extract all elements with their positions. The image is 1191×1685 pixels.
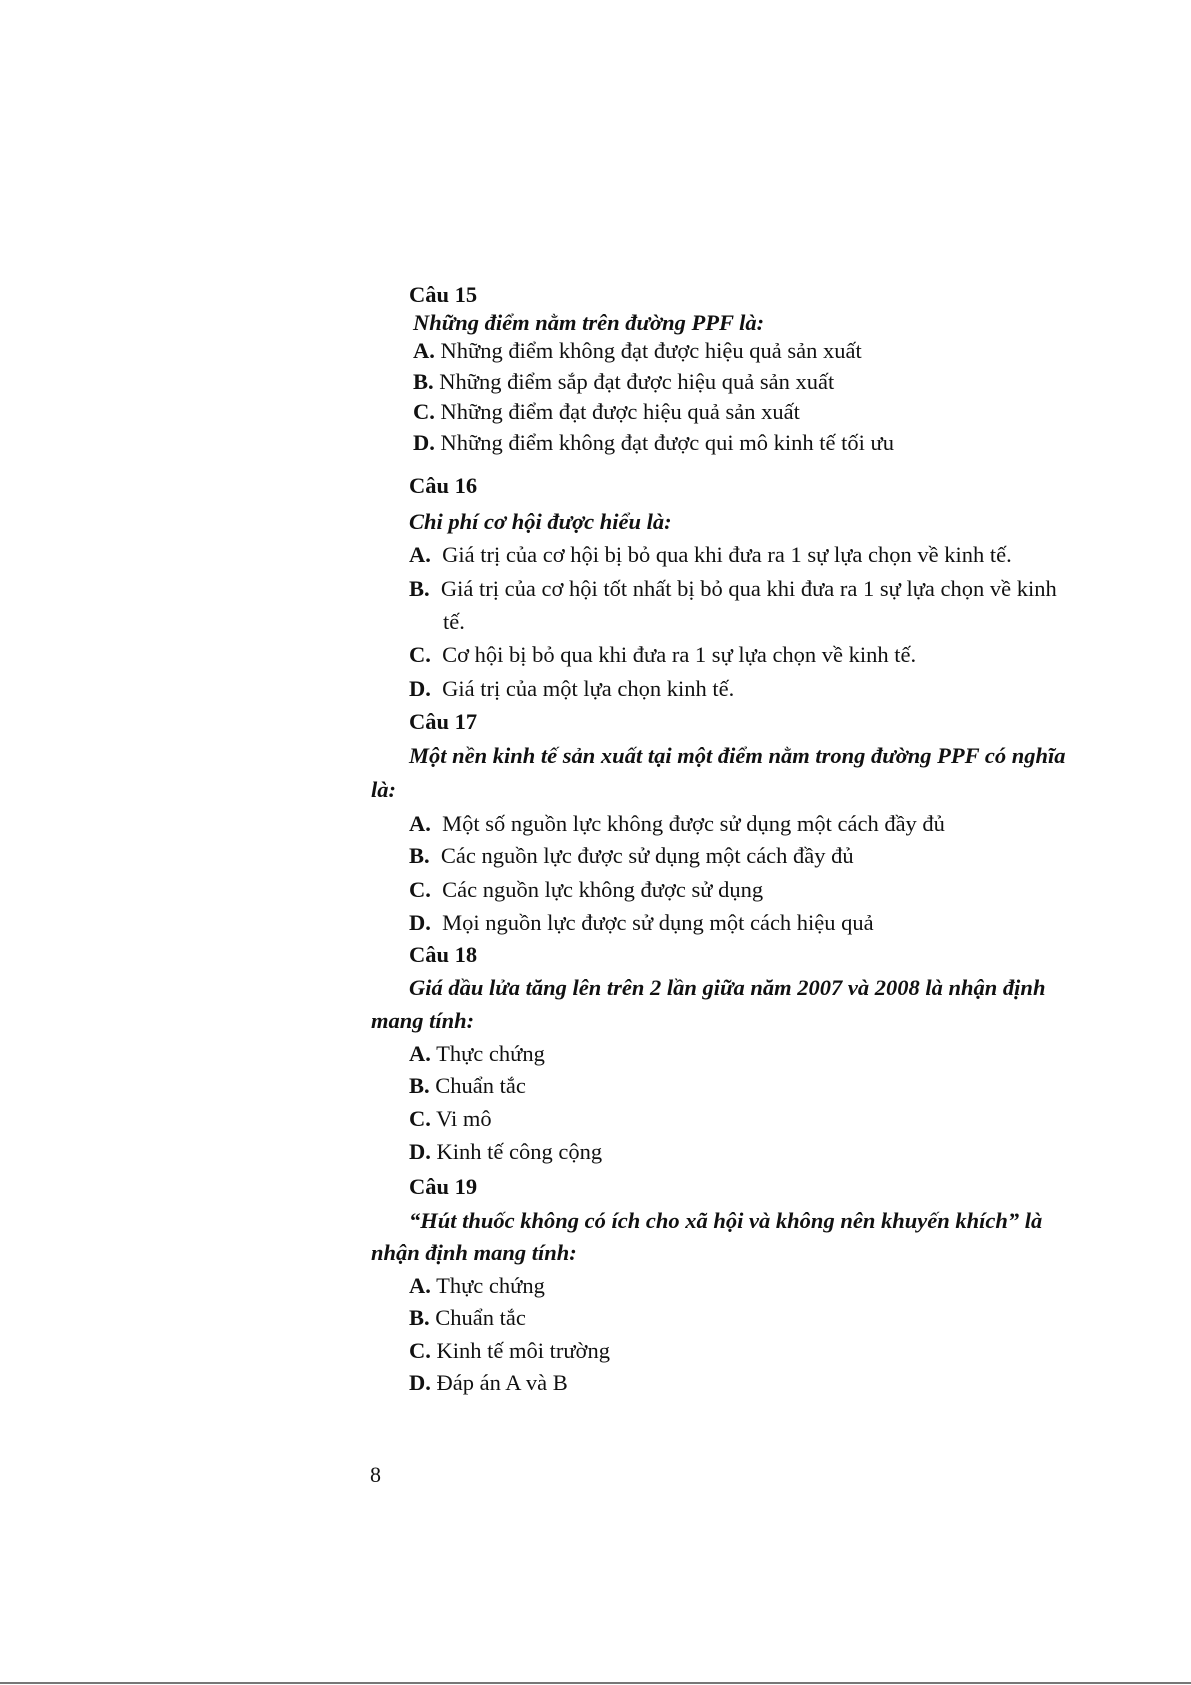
option-text: Đáp án A và B: [436, 1370, 568, 1395]
question-18-option-b: [409, 1072, 526, 1100]
page-bottom-edge: [0, 1682, 1191, 1684]
question-19-text-line-1: “Hút thuốc không có ích cho xã hội và không nên khuyến khích” là: [409, 1208, 1043, 1233]
question-17-option-a: [409, 810, 945, 838]
question-16-heading: Câu 16: [409, 473, 478, 498]
question-15-option-b: [413, 368, 834, 396]
option-letter: D.: [409, 1370, 431, 1395]
option-text: Thực chứng: [436, 1273, 545, 1298]
question-18-heading: Câu 18: [409, 942, 478, 967]
option-letter: B.: [409, 1305, 430, 1330]
question-16-option-d: [409, 675, 734, 703]
option-letter: A.: [409, 1041, 431, 1066]
question-19-text-line-2: nhận định mang tính:: [371, 1240, 577, 1265]
option-text: Các nguồn lực không được sử dụng: [442, 877, 764, 902]
option-text: Những điểm đạt được hiệu quả sản xuất: [440, 399, 800, 424]
question-18-text-line-2: mang tính:: [371, 1008, 475, 1033]
option-letter: C.: [409, 1106, 431, 1131]
question-18-option-a: [409, 1040, 545, 1068]
option-text: Một số nguồn lực không được sử dụng một cách đầy đủ: [442, 811, 945, 836]
question-19-option-a: [409, 1272, 545, 1300]
option-letter: C.: [413, 399, 435, 424]
option-text: Vi mô: [436, 1106, 492, 1131]
question-17-option-c: [409, 876, 763, 904]
option-letter: A.: [409, 542, 431, 567]
option-text: Thực chứng: [436, 1041, 545, 1066]
question-18-option-d: [409, 1138, 602, 1166]
question-17-text-line-1: Một nền kinh tế sản xuất tại một điểm nằm trong đường PPF có nghĩa: [409, 743, 1066, 768]
option-letter: B.: [409, 843, 430, 868]
option-text: Mọi nguồn lực được sử dụng một cách hiệu quả: [442, 910, 874, 935]
question-19-heading: Câu 19: [409, 1174, 478, 1199]
question-16-option-b-continuation: tế.: [443, 609, 465, 634]
option-text: Cơ hội bị bỏ qua khi đưa ra 1 sự lựa chọn về kinh tế.: [442, 642, 917, 667]
option-text: Các nguồn lực được sử dụng một cách đầy đủ: [440, 843, 854, 868]
question-16-option-c: [409, 641, 916, 669]
question-15-option-c: [413, 398, 800, 426]
option-letter: D.: [409, 676, 431, 701]
option-letter: A.: [409, 1273, 431, 1298]
question-19-option-c: [409, 1337, 610, 1365]
question-17-option-b: [409, 842, 854, 870]
option-letter: B.: [409, 576, 430, 601]
question-17-option-d: [409, 909, 874, 937]
option-letter: D.: [409, 910, 431, 935]
question-15-text: Những điểm nằm trên đường PPF là:: [413, 310, 765, 335]
question-19-option-d: [409, 1369, 568, 1397]
option-text: Giá trị của cơ hội bị bỏ qua khi đưa ra 1 sự lựa chọn về kinh tế.: [442, 542, 1012, 567]
option-text: Những điểm sắp đạt được hiệu quả sản xuất: [439, 369, 835, 394]
option-letter: B.: [409, 1073, 430, 1098]
option-letter: B.: [413, 369, 434, 394]
question-15-option-a: [413, 337, 862, 365]
option-text: Kinh tế môi trường: [436, 1338, 610, 1363]
question-18-option-c: [409, 1105, 492, 1133]
option-text: Giá trị của một lựa chọn kinh tế.: [442, 676, 735, 701]
option-letter: C.: [409, 877, 431, 902]
option-text: Giá trị của cơ hội tốt nhất bị bỏ qua khi đưa ra 1 sự lựa chọn về kinh: [440, 576, 1057, 601]
option-letter: D.: [413, 430, 435, 455]
option-letter: C.: [409, 1338, 431, 1363]
option-text: Những điểm không đạt được hiệu quả sản xuất: [440, 338, 862, 363]
question-17-text-line-2: là:: [371, 777, 396, 802]
option-letter: D.: [409, 1139, 431, 1164]
question-16-option-b: [409, 575, 1057, 603]
option-letter: A.: [409, 811, 431, 836]
question-17-heading: Câu 17: [409, 709, 478, 734]
option-letter: A.: [413, 338, 435, 363]
question-15-heading: Câu 15: [409, 282, 478, 307]
option-text: Những điểm không đạt được qui mô kinh tế tối ưu: [440, 430, 894, 455]
page-number: 8: [370, 1462, 381, 1487]
question-19-option-b: [409, 1304, 526, 1332]
option-text: Chuẩn tắc: [435, 1305, 526, 1330]
question-16-option-a: [409, 541, 1012, 569]
question-16-text: Chi phí cơ hội được hiểu là:: [409, 509, 672, 534]
option-letter: C.: [409, 642, 431, 667]
question-15-option-d: [413, 429, 894, 457]
option-text: Kinh tế công cộng: [436, 1139, 603, 1164]
option-text: Chuẩn tắc: [435, 1073, 526, 1098]
question-18-text-line-1: Giá dầu lửa tăng lên trên 2 lần giữa năm 2007 và 2008 là nhận định: [409, 975, 1046, 1000]
